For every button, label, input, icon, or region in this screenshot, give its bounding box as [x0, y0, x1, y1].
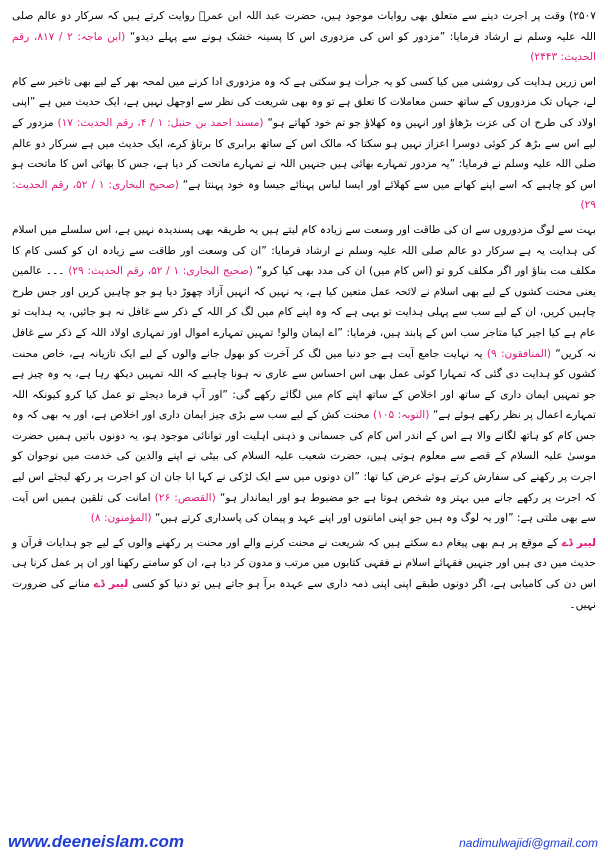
page-footer	[0, 832, 608, 856]
quran-reference: (القصص: ۲۶)	[154, 491, 216, 504]
paragraph-text: ۔۔۔ عالمین یعنی محنت کشوں کے لیے بھی اسلام نے لائحہ عمل متعین کیا ہے، یہ نہیں کہ انہیں آزاد چھوڑ دیا ہو جو چاہیں کریں اور جس طرح چاہیں کریں، ان کے لیے سب سے پہلی ہدایت تو یہی ہے کہ وہ اپنے کام میں لگ کر اللہ کے ذکر سے غافل نہ ہو جائیں، یہ ہدایت تو عام ہے کیا اجیر کیا متاجر سب اس کے پابند ہیں، فرمایا: ”اے ایمان والو! تمہیں تمہارے اموال اور تمہاری اولاد اللہ کے ذکر سے غافل نہ کریں“	[12, 265, 596, 360]
paragraph-labour-day	[12, 533, 596, 615]
quran-reference: (التوبہ: ۱۰۵)	[373, 409, 430, 422]
hadith-reference: (صحیح البخاری: ۱ / ۵۲، رقم الحدیث: ۲۹)	[12, 178, 596, 212]
quran-reference: (المؤمنون: ۸)	[90, 512, 152, 525]
paragraph-worker-duties	[12, 220, 596, 529]
paragraph-text: اس زریں ہدایت کی روشنی میں کیا کسی کو یہ جرأت ہو سکتی ہے کہ وہ مزدوری ادا کرنے میں لمحہ بھر کے لیے بھی تاخیر سے کام لے، جہاں تک مزدوروں کے ساتھ حسن معاملات کا تعلق ہے تو وہ بھی شریعت کی نظر سے اوجھل نہیں ہے، ایک حدیث میں ہے ”اپنی اولاد کی طرح ان کی عزت بڑھاؤ اور انہیں وہ کھلاؤ جو تم خود کھاتے ہو“	[12, 75, 596, 129]
paragraph-text: منانے کی ضرورت نہیں۔	[12, 578, 596, 611]
paragraph-wages-on-time	[12, 6, 596, 68]
paragraph-text: ۲۵۰۷) وقت پر اجرت دینے سے متعلق بھی روایات موجود ہیں، حضرت عبد اللہ ابن عمرؓ روایت کرتے ہیں کہ سرکار دو عالم صلی اللہ علیہ وسلم نے ارشاد فرمایا: ”مزدور کو اس کی مزدوری اس کا پسینہ خشک ہونے سے پہلے دیدو“	[12, 10, 596, 43]
paragraph-text: مزدور کے لیے اس سے بڑھ کر کوئی دوسرا اعزاز نہیں ہو سکتا کہ مالک اس کے ساتھ برابری کا برتاؤ کرے، ایک حدیث میں ہے سرکار دو عالم صلی اللہ علیہ وسلم نے فرمایا: ”یہ مزدور تمہارے بھائی ہیں جنہیں اللہ نے تمہارے ماتحت کر دیا ہے، جس کا بھائی اس کا ماتحت ہو اس کو چاہیے کہ اسے اپنے کھانے میں سے کھلائے اور ایسا لباس پہنائے جیسا وہ خود پہنتا ہے“	[12, 116, 596, 191]
paragraph-text: کے موقع پر ہم بھی پیغام دے سکتے ہیں کہ شریعت نے محنت کرنے والے اور محنت پر رکھنے والوں کے لیے جو ہدایات قرآن و حدیث میں دی ہیں اور جنہیں فقہائے اسلام نے فقہی کتابوں میں مرتب و مدون کر دیا ہے، ان کو سامنے رکھنا اور ان پر عمل کرنا ہی اس دن کی کامیابی ہے، اگر دونوں طبقے اپنی اپنی ذمہ داری سے عہدہ برآ ہو جاتے ہیں تو دنیا کو کسی	[11, 536, 596, 591]
quran-reference: (المنافقون: ۹)	[486, 347, 551, 360]
paragraph-text: محنت کش کے لیے سب سے بڑی چیز ایمان داری اور اخلاص ہے، اور یہ بھی کہ وہ جس کام کو ہاتھ لگانے والا ہے اس کے اندر اس کام کی جسمانی و ذہنی اہلیت اور توانائی موجود ہو، یہ دونوں باتیں ہمیں حضرت موسیٰ علیہ السلام کے قصے سے معلوم ہوتی ہیں، حضرت شعیب علیہ السلام کی بیٹی نے اپنے والدین کی خدمت میں نوجوان کو اجرت پر رکھنے کی سفارش کرتے ہوئے عرض کیا تھا: ”ان دونوں میں سے ایک لڑکی نے کہا ابا جان ان کو اجرت پر رکھ لیجئے اس لیے کہ اجرت پر رکھے جانے میں بہتر وہ شخص ہوتا ہے جو مضبوط ہو اور ایماندار ہو“	[12, 409, 596, 504]
website-link[interactable]: www.deeneislam.com	[8, 832, 185, 851]
article-body	[12, 6, 596, 615]
hadith-reference: (صحیح البخاری: ۱ / ۵۲، رقم الحدیث: ۲۹)	[68, 265, 253, 278]
paragraph-text: بہت سے لوگ مزدوروں سے ان کی طاقت اور وسعت سے زیادہ کام لیتے ہیں یہ طریقہ بھی پسندیدہ نہیں ہے، اس سلسلے میں اسلام کی ہدایت یہ ہے سرکار دو عالم صلی اللہ علیہ وسلم نے ارشاد فرمایا: ”ان کی وسعت اور طاقت سے زیادہ ان کو کسی کام کا مکلف مت بناؤ اور اگر مکلف کرو تو (اس کام میں) ان کی مدد بھی کیا کرو“	[12, 223, 597, 278]
paragraph-text: یہ نہایت جامع آیت ہے جو دنیا میں لگ کر آخرت کو بھول جانے والوں کے لیے ایک تازیانہ ہے، خاص محنت کشوں کو ہدایت دی گئی کہ تمہارا کوئی عمل بھی اس احساس سے عاری نہ ہونا چاہیے کہ اللہ تمہیں دیکھ رہا ہے، یہ وہ چیز ہے جو تمہیں ایمان داری کے ساتھ اور اخلاص کے ساتھ اپنے کام میں لگائے رکھے گی: ”اور آپ فرما دیجئے تو عمل کیا کرو کیونکہ اللہ تمہارے اعمال پر نظر رکھے ہوئے ہے“	[12, 347, 596, 422]
email-link[interactable]: nadimulwajidi@gmail.com	[459, 836, 598, 850]
paragraph-text: امانت کی تلقین ہمیں اس آیت سے بھی ملتی ہے: ”اور یہ لوگ وہ ہیں جو اپنی امانتوں اور اپنے عہد و پیمان کی پاسداری کرتے ہیں“	[12, 491, 596, 525]
hadith-reference: (مسند احمد بن حنبل: ۱ / ۴، رقم الحدیث: ۱۷)	[57, 116, 264, 129]
paragraph-good-treatment	[12, 72, 596, 216]
hadith-reference: (ابن ماجہ: ۲ / ۸۱۷، رقم الحدیث: ۲۴۴۳)	[12, 30, 596, 64]
labour-day-keyword: لیبر ڈے	[561, 536, 596, 549]
labour-day-keyword: لیبر ڈے	[93, 578, 129, 591]
